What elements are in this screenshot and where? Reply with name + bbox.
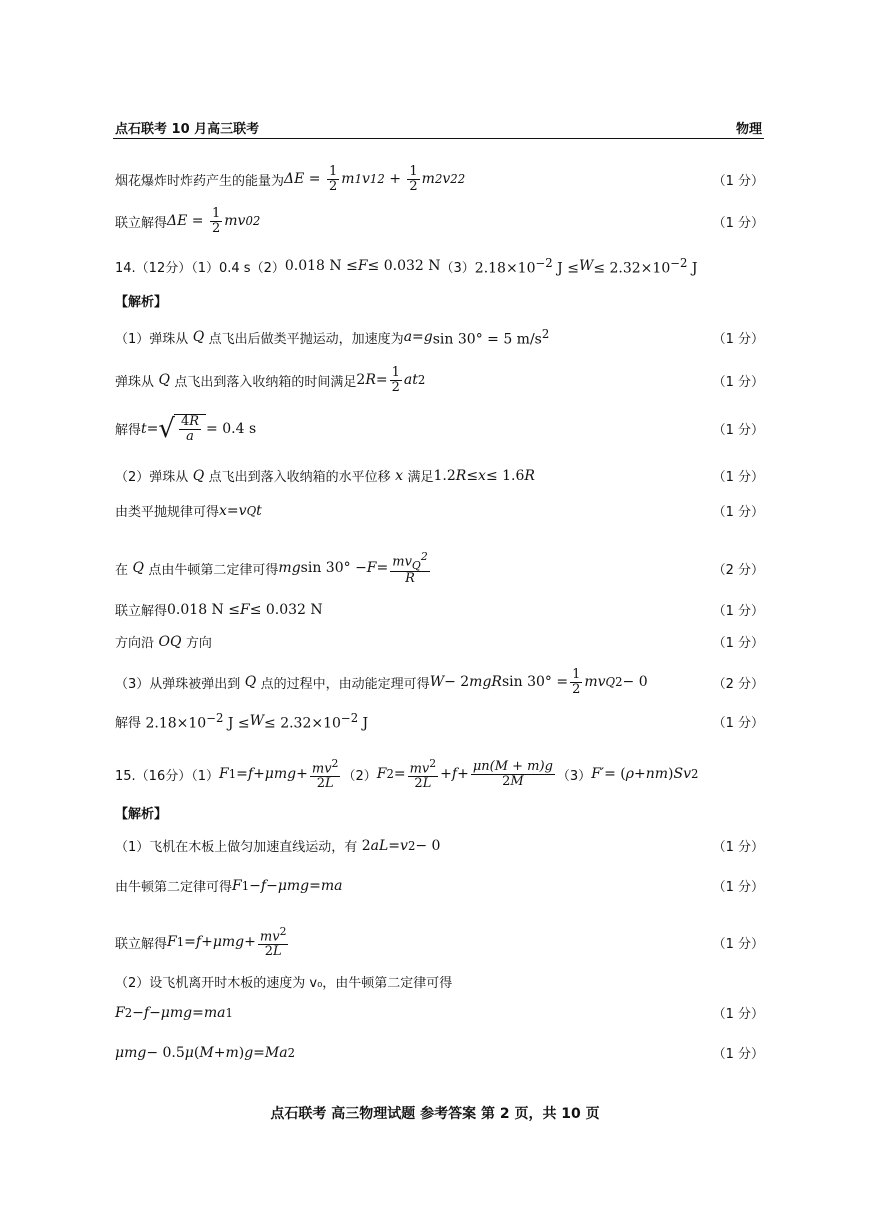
score: （1 分） [712, 374, 764, 390]
formula: 0.018 N ≤ F ≤ 0.032 N [284, 258, 441, 275]
formula: F 1 = f + μmg + $\frac{mv^2}{2L}$ [167, 925, 287, 959]
formula: F 1 − f − μmg = ma [232, 877, 343, 894]
answer-line: （3）从弹珠被弹出到 Q 点的过程中，由动能定理可得 W − 2 mgR sin 30° = $\frac{1}{2}$ mv Q 2 − 0 （2 分） [115, 667, 764, 697]
analysis-label: 【解析】 [115, 295, 168, 310]
score: （1 分） [712, 1047, 764, 1062]
formula: x = v Q t [219, 502, 262, 519]
score: （1 分） [712, 880, 764, 895]
score: （1 分） [712, 604, 764, 619]
formula: a = g sin 30° = 5 $m/s^2$ [403, 327, 550, 348]
score: （1 分） [712, 936, 764, 952]
score: （1 分） [712, 423, 764, 439]
answer-line: 烟花爆炸时炸药产生的能量为 ΔE = $\frac{1}{2}$ m 1 v 1 2 + $\frac{1}{2}$ m 2 v 2 2 （1 分） [115, 164, 764, 194]
answer-line: 解得 $2.18\times 10^{-2}$ J ≤ W ≤ $2.32\times 10^{-2}$ J （1 分） [115, 711, 764, 732]
score: （1 分） [712, 505, 764, 520]
formula: t = √ $\frac{4R}{a}$ = 0.4 s [141, 413, 257, 444]
answer-line [115, 1003, 764, 1022]
score: （2 分） [712, 676, 764, 692]
answer-line: 联立解得 ΔE = $\frac{1}{2}$ mv 0 2 （1 分） [115, 206, 764, 236]
score: （1 分） [712, 470, 764, 485]
formula: 0.018 N ≤ F ≤ 0.032 N [167, 601, 323, 618]
answer-line: （1）飞机在木板上做匀加速直线运动，有 2 aL = v 2 − 0 （1 分） [115, 837, 764, 855]
formula: $2.18\times 10^{-2}$ J ≤ W ≤ $2.32\times 10^{-2}$ J [141, 711, 369, 732]
score: （1 分） [712, 715, 764, 731]
analysis-label: 【解析】 [115, 807, 168, 822]
page-footer: 点石联考 高三物理试题 参考答案 第 2 页，共 10 页 [270, 1106, 600, 1122]
answer-line: （2）弹珠从 Q 点飞出到落入收纳箱的水平位移 x 满足 1.2 R ≤ x ≤ 1.6 R （1 分） [115, 467, 764, 485]
answer-line: （1）弹珠从 Q 点飞出后做类平抛运动，加速度为 a = g sin 30° = 5 $m/s^2$ （1 分） [115, 327, 764, 348]
answer-line: 联立解得 0.018 N ≤ F ≤ 0.032 N （1 分） [115, 601, 764, 619]
answer-line: 方向沿 OQ 方向 （1 分） [115, 633, 764, 651]
score: （1 分） [712, 215, 764, 231]
header-exam-name: 点石联考 10 月高三联考 [115, 122, 260, 137]
header-divider [113, 138, 764, 139]
formula: 1.2 R ≤ x ≤ 1.6 R [433, 467, 535, 484]
formula: F′ = ( ρ + nm ) Sv 2 [591, 766, 699, 783]
question-14-answer: 14.（12分）（1）0.4 s（2） 0.018 N ≤ F ≤ 0.032 N （3） $2.18\times 10^{-2}$ J ≤ W ≤ $2.32\times 10^{-2}$ J [115, 256, 698, 277]
answer-line: （2）设飞机离开时木板的速度为 v₀，由牛顿第二定律可得 [115, 976, 453, 991]
formula: F 2 − f − μmg = ma 1 [115, 1004, 233, 1021]
formula: ΔE = $\frac{1}{2}$ mv 0 2 [167, 206, 261, 236]
formula: 2 aL = v 2 − 0 [357, 837, 441, 854]
formula: W − 2 mgR sin 30° = $\frac{1}{2}$ mv Q 2 − 0 [429, 667, 648, 697]
score: （1 分） [712, 636, 764, 651]
formula: $2.18\times 10^{-2}$ J ≤ W ≤ $2.32\times 10^{-2}$ J [474, 256, 698, 277]
score: （2 分） [712, 562, 764, 578]
answer-line: 由类平抛规律可得 x = v Q t （1 分） [115, 502, 764, 520]
answer-line: 解得 t = √ $\frac{4R}{a}$ = 0.4 s （1 分） [115, 413, 764, 444]
formula: mg sin 30° − F = $\frac{mv_Q^2}{R}$ [278, 550, 428, 587]
answer-line: 在 Q 点由牛顿第二定律可得 mg sin 30° − F = $\frac{mv_Q^2}{R}$ （2 分） [115, 550, 764, 587]
formula: 2 R = $\frac{1}{2}$ at 2 [356, 365, 426, 395]
score: （1 分） [712, 840, 764, 855]
answer-line: 由牛顿第二定律可得 F 1 − f − μmg = ma （1 分） [115, 877, 764, 895]
answer-line: 联立解得 F 1 = f + μmg + $\frac{mv^2}{2L}$ （1 分） [115, 925, 764, 959]
question-15-answer: 15.（16分）（1） F 1 = f + μmg + $\frac{mv^2}{2L}$ （2） F 2 = $\frac{mv^2}{2L}$ + f + $\frac{\mu n(M + m)g}{2M}$ （3） F′ = ( ρ + nm ) Sv 2 [115, 757, 699, 791]
formula: F 2 = $\frac{mv^2}{2L}$ + f + $\frac{\mu n(M + m)g}{2M}$ [376, 757, 553, 791]
formula: μmg − 0.5 μ ( M + m ) g = Ma 2 [115, 1044, 296, 1061]
score: （1 分） [712, 331, 764, 347]
formula: ΔE = $\frac{1}{2}$ m 1 v 1 2 + $\frac{1}{2}$ m 2 v 2 2 [284, 164, 466, 194]
header-subject: 物理 [735, 122, 762, 137]
answer-line: 弹珠从 Q 点飞出到落入收纳箱的时间满足 2 R = $\frac{1}{2}$ at 2 （1 分） [115, 365, 764, 395]
score: （1 分） [712, 173, 764, 189]
score: （1 分） [712, 1007, 764, 1022]
answer-line [115, 1043, 764, 1062]
formula: F 1 = f + μmg + $\frac{mv^2}{2L}$ [219, 757, 339, 791]
